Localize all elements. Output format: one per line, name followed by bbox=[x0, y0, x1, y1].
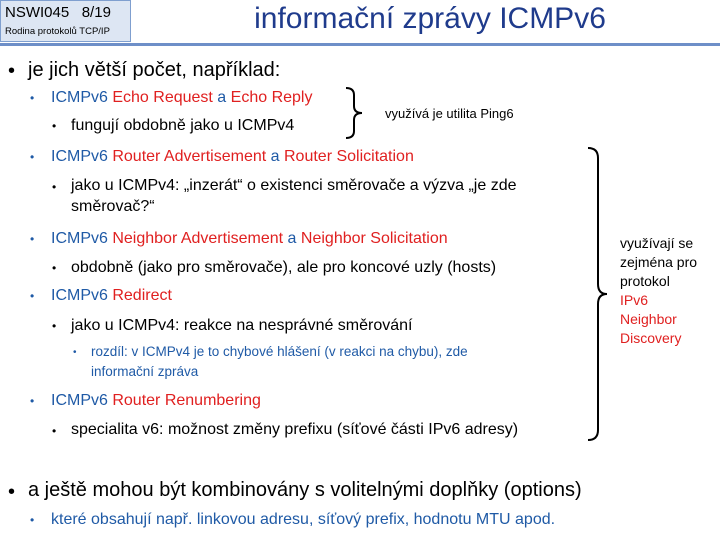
bullet-main-1: je jich větší počet, například: bbox=[28, 59, 281, 81]
item-echo: ICMPv6 Echo Request a Echo Reply bbox=[51, 89, 313, 106]
bullet-icon: • bbox=[52, 261, 57, 275]
bullet-icon: • bbox=[52, 319, 57, 333]
item-redirect: ICMPv6 Redirect bbox=[51, 287, 172, 304]
item-redirect-detail-2: informační zpráva bbox=[91, 364, 199, 379]
side-note: využívají se zejména pro protokol IPv6 Neighbor Discovery bbox=[620, 235, 698, 346]
ping-note: využívá je utilita Ping6 bbox=[385, 106, 514, 121]
item-redirect-detail-1: rozdíl: v ICMPv4 je to chybové hlášení (v reakci na chybu), zde bbox=[91, 344, 468, 359]
item-options-sub: které obsahují např. linkovou adresu, síťový prefix, hodnotu MTU apod. bbox=[51, 511, 556, 528]
item-neighbor-sub: obdobně (jako pro směrovače), ale pro koncové uzly (hosts) bbox=[71, 259, 497, 276]
item-router-sub-2: směrovač?“ bbox=[71, 198, 155, 215]
bullet-icon: • bbox=[73, 347, 77, 358]
bullet-icon: • bbox=[52, 119, 57, 133]
item-redirect-sub: jako u ICMPv4: reakce na nesprávné směrování bbox=[71, 317, 413, 334]
bullet-icon: • bbox=[30, 513, 35, 527]
bullet-main-2: a ještě mohou být kombinovány s volitelnými doplňky (options) bbox=[28, 479, 582, 501]
bullet-icon: • bbox=[30, 232, 35, 246]
bullet-icon: • bbox=[30, 150, 35, 164]
item-renumbering: ICMPv6 Router Renumbering bbox=[51, 392, 261, 409]
bullet-icon: • bbox=[52, 424, 57, 438]
title-rule bbox=[0, 43, 720, 46]
bullet-icon: • bbox=[8, 481, 16, 503]
bullet-icon: • bbox=[30, 289, 35, 303]
course-code: NSWI045 bbox=[5, 4, 70, 21]
brace-small bbox=[344, 86, 368, 140]
item-renumbering-sub: specialita v6: možnost změny prefixu (síťové části IPv6 adresy) bbox=[71, 421, 519, 438]
item-router: ICMPv6 Router Advertisement a Router Solicitation bbox=[51, 148, 414, 165]
bullet-icon: • bbox=[30, 394, 35, 408]
item-echo-sub: fungují obdobně jako u ICMPv4 bbox=[71, 117, 295, 134]
page-number: 8/19 bbox=[81, 4, 111, 21]
item-neighbor: ICMPv6 Neighbor Advertisement a Neighbor Solicitation bbox=[51, 230, 448, 247]
bullet-icon: • bbox=[30, 91, 35, 105]
course-info-box bbox=[0, 0, 131, 42]
item-router-sub-1: jako u ICMPv4: „inzerát“ o existenci směrovače a výzva „je zde bbox=[71, 177, 517, 194]
course-subtitle: Rodina protokolů TCP/IP bbox=[5, 26, 110, 37]
bullet-icon: • bbox=[8, 60, 16, 82]
brace-large bbox=[586, 146, 610, 442]
bullet-icon: • bbox=[52, 180, 57, 194]
slide-title: informační zprávy ICMPv6 bbox=[254, 2, 606, 35]
